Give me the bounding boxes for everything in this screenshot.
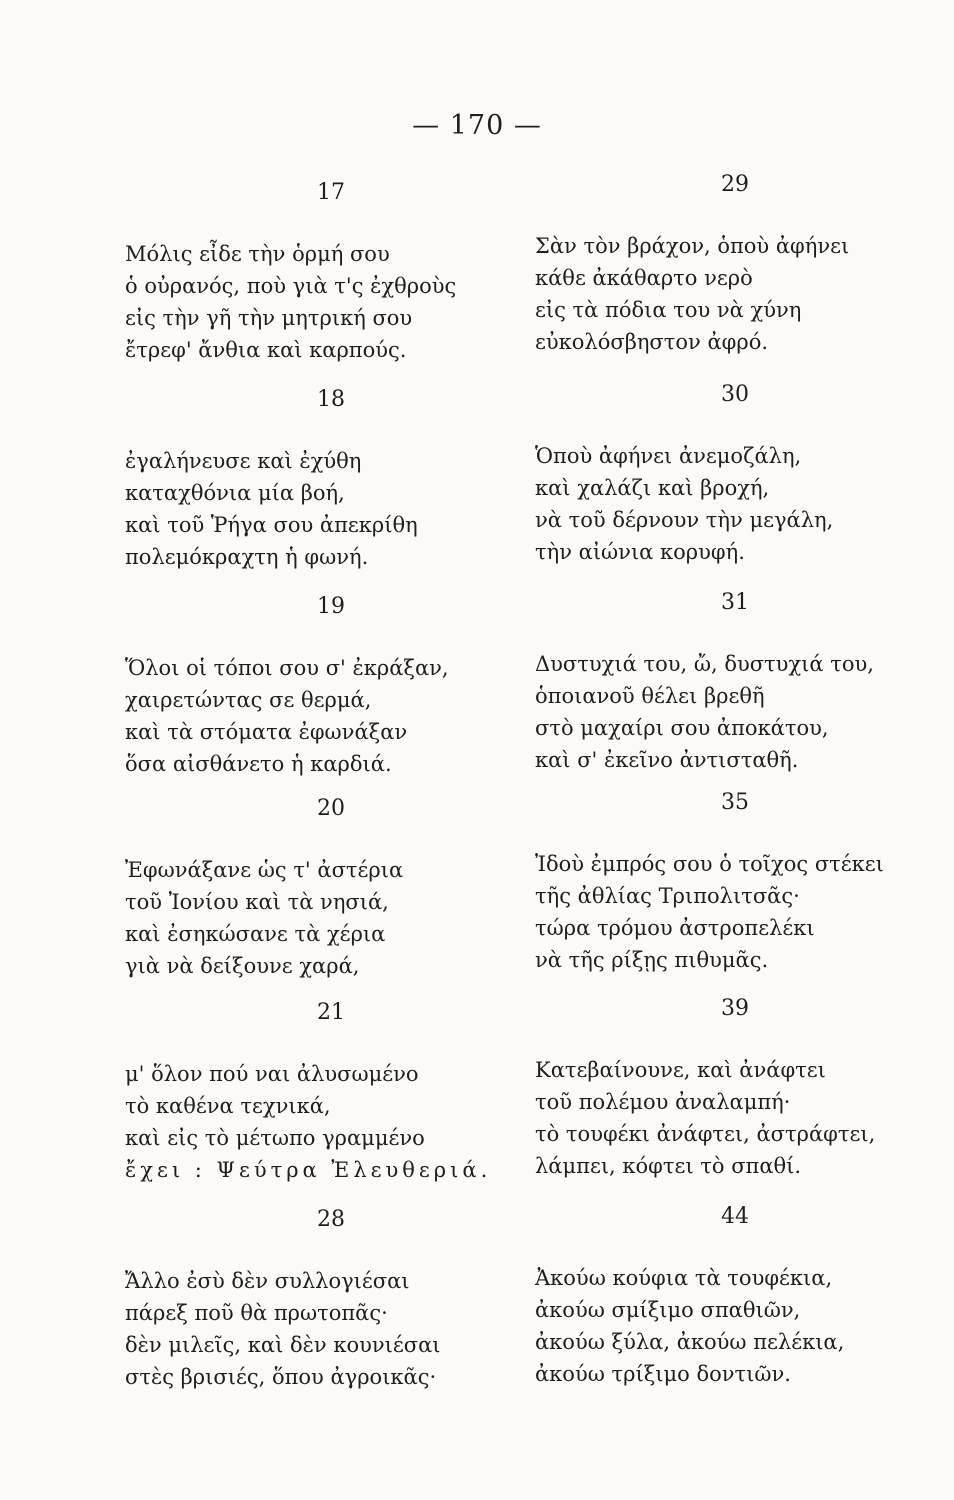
verse-line: Δυστυχιά του, ὤ, δυστυχιά του, xyxy=(535,652,874,676)
verse-line: τὸ τουφέκι ἀνάφτει, ἀστράφτει, xyxy=(535,1122,876,1146)
verse-line: τοῦ Ἰονίου καὶ τὰ νησιά, xyxy=(125,890,389,914)
verse-line: εἰς τὰ πόδια του νὰ χύνη xyxy=(535,298,802,322)
stanza-number: 20 xyxy=(317,796,345,821)
stanza-number: 44 xyxy=(721,1204,749,1229)
verse-line: καὶ εἰς τὸ μέτωπο γραμμένο xyxy=(125,1126,425,1150)
verse-line: στὸ μαχαίρι σου ἀποκάτου, xyxy=(535,716,829,740)
verse-line: Ἀκούω κούφια τὰ τουφέκια, xyxy=(535,1266,833,1290)
verse-line: ἔχει : Ψεύτρα Ἐλευθεριά. xyxy=(125,1158,492,1182)
verse-line: χαιρετώντας σε θερμά, xyxy=(125,688,372,712)
page-number: — 170 — xyxy=(412,110,542,141)
verse-line: ἔτρεφ' ἄνθια καὶ καρπούς. xyxy=(125,338,407,362)
verse-line: ὅσα αἰσθάνετο ἡ καρδιά. xyxy=(125,752,392,776)
verse-line: εἰς τὴν γῆ τὴν μητρική σου xyxy=(125,306,413,330)
verse-line: τὴν αἰώνια κορυφή. xyxy=(535,540,745,564)
stanza-number: 28 xyxy=(317,1207,345,1232)
verse-line: Κατεβαίνουνε, καὶ ἀνάφτει xyxy=(535,1058,826,1082)
verse-line: νὰ τῆς ρίξῃς πιθυμᾶς. xyxy=(535,948,769,972)
verse-line: καὶ χαλάζι καὶ βροχή, xyxy=(535,476,770,500)
verse-line: Ἄλλο ἐσὺ δὲν συλλογιέσαι xyxy=(125,1269,410,1293)
verse-line: καὶ σ' ἐκεῖνο ἀντισταθῆ. xyxy=(535,748,799,772)
verse-line: μ' ὅλον πού ναι ἀλυσωμένο xyxy=(125,1062,419,1086)
stanza-number: 39 xyxy=(721,996,749,1021)
verse-line: στὲς βρισιές, ὅπου ἀγροικᾶς· xyxy=(125,1365,437,1389)
stanza-number: 17 xyxy=(317,180,345,205)
stanza-number: 31 xyxy=(721,590,749,615)
verse-line: τῆς ἀθλίας Τριπολιτσᾶς· xyxy=(535,884,800,908)
verse-line: ἐγαλήνευσε καὶ ἐχύθη xyxy=(125,449,362,473)
verse-line: γιὰ νὰ δείξουνε χαρά, xyxy=(125,954,360,978)
verse-line: καὶ ἐσηκώσανε τὰ χέρια xyxy=(125,922,386,946)
verse-line: νὰ τοῦ δέρνουν τὴν μεγάλη, xyxy=(535,508,834,532)
verse-line: τὸ καθένα τεχνικά, xyxy=(125,1094,331,1118)
stanza-number: 30 xyxy=(721,382,749,407)
stanza-number: 18 xyxy=(317,387,345,412)
stanza-number: 35 xyxy=(721,790,749,815)
stanza-number: 29 xyxy=(721,172,749,197)
verse-line: πάρεξ ποῦ θὰ πρωτοπᾶς· xyxy=(125,1301,388,1325)
stanza-number: 19 xyxy=(317,594,345,619)
verse-line: ἀκούω ξύλα, ἀκούω πελέκια, xyxy=(535,1330,845,1354)
verse-line: Μόλις εἶδε τὴν ὁρμή σου xyxy=(125,242,390,266)
verse-line: Σὰν τὸν βράχον, ὁποὺ ἀφήνει xyxy=(535,234,850,258)
verse-line: καὶ τὰ στόματα ἐφωνάξαν xyxy=(125,720,408,744)
verse-line: ὁποιανοῦ θέλει βρεθῆ xyxy=(535,684,765,708)
verse-line: καταχθόνια μία βοή, xyxy=(125,481,345,505)
verse-line: κάθε ἀκάθαρτο νερὸ xyxy=(535,266,753,290)
verse-line: ἀκούω τρίξιμο δοντιῶν. xyxy=(535,1362,791,1386)
verse-line: Ἐφωνάξανε ὡς τ' ἀστέρια xyxy=(125,858,404,882)
verse-line: ἀκούω σμίξιμο σπαθιῶν, xyxy=(535,1298,801,1322)
verse-line: τώρα τρόμου ἀστροπελέκι xyxy=(535,916,815,940)
verse-line: Ἰδοὺ ἐμπρός σου ὁ τοῖχος στέκει xyxy=(535,852,884,876)
verse-line: τοῦ πολέμου ἀναλαμπή· xyxy=(535,1090,791,1114)
verse-line: εὐκολόσβηστον ἀφρό. xyxy=(535,330,769,354)
stanza-number: 21 xyxy=(317,1000,345,1025)
verse-line: ὁ οὐρανός, ποὺ γιὰ τ'ς ἐχθροὺς xyxy=(125,274,457,298)
verse-line: δὲν μιλεῖς, καὶ δὲν κουνιέσαι xyxy=(125,1333,441,1357)
verse-line: Ὅλοι οἱ τόποι σου σ' ἐκράξαν, xyxy=(125,656,449,680)
verse-line: καὶ τοῦ Ῥήγα σου ἀπεκρίθη xyxy=(125,513,418,537)
verse-line: πολεμόκραχτη ἡ φωνή. xyxy=(125,545,369,569)
verse-line: λάμπει, κόφτει τὸ σπαθί. xyxy=(535,1154,802,1178)
verse-line: Ὁποὺ ἀφήνει ἀνεμοζάλη, xyxy=(535,444,802,468)
